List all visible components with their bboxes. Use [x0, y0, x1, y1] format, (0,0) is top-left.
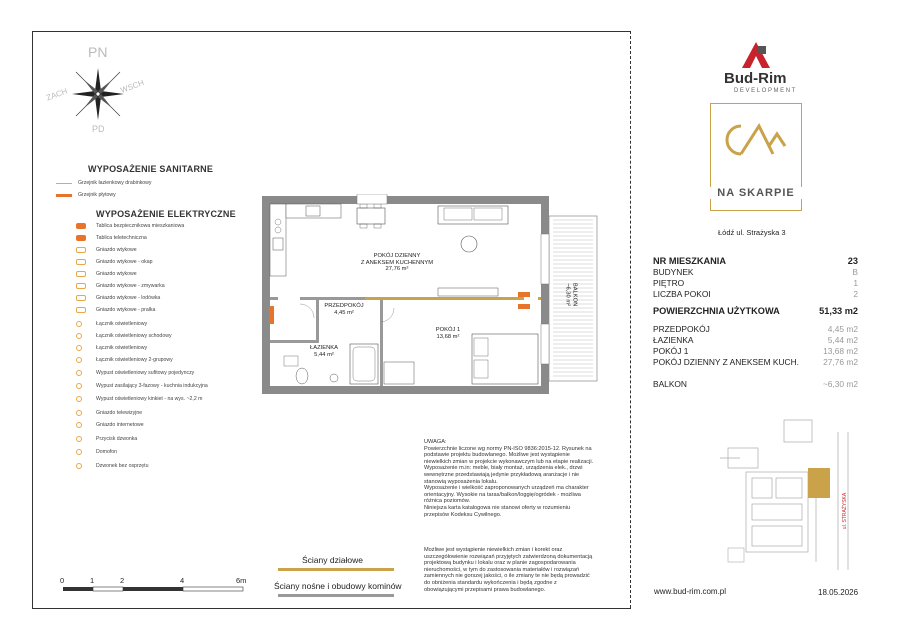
legend-row [56, 191, 116, 199]
project-name: NA SKARPIE [708, 187, 804, 199]
street-label: ul. STRAŻYSKA [842, 492, 848, 530]
electrical-symbol-icon [76, 396, 82, 402]
wall-legend-partition: Ściany działowe [302, 555, 363, 565]
room-area: 27,76 m² [385, 266, 409, 273]
electrical-symbol-icon [76, 283, 86, 289]
label: PIĘTRO [653, 278, 685, 288]
legend-label: Gniazdo internetowe [96, 422, 144, 428]
value: 2 [853, 289, 858, 299]
cut-line [630, 31, 631, 608]
electrical-symbol-icon [76, 307, 86, 313]
compass-west: ZACH [45, 86, 69, 103]
address: Łódź ul. Strażyska 3 [718, 228, 786, 237]
legend-row [76, 448, 117, 456]
legend-label: Dzwonek bez osprzętu [96, 463, 149, 469]
note-lines [424, 547, 634, 593]
value: 5,44 m2 [827, 335, 858, 345]
electrical-symbol-icon [76, 321, 82, 327]
room-name: ŁAZIENKA [309, 345, 339, 351]
electrical-symbol-icon [76, 295, 86, 301]
info-row [653, 278, 858, 288]
scale-label: 6m [236, 576, 247, 585]
bud-rim-logo [738, 40, 774, 70]
electrical-symbol-icon [76, 357, 82, 363]
note-line: obowiązującymi przepisami prawa budowlanego. [424, 586, 546, 593]
legend-label: Tablica teletechniczna [96, 235, 147, 241]
legend-row [76, 222, 184, 230]
info-row [653, 289, 858, 299]
value: ~6,30 m2 [822, 379, 858, 389]
legend-row [56, 179, 152, 187]
electrical-symbol-icon [76, 333, 82, 339]
legend-row [76, 294, 160, 302]
brand-name: Bud-Rim [724, 70, 787, 87]
label: POWIERZCHNIA UŻYTKOWA [653, 306, 780, 316]
note-line: projektową budynku i lokalu oraz w planie zagospodarowania [424, 560, 576, 567]
legend-row [76, 382, 208, 390]
value: B [852, 267, 858, 277]
note-line: uszczegółowienie rozwiązań przyjętych zatwierdzoną dokumentacją [424, 553, 593, 560]
floor-plan [262, 194, 602, 406]
legend-label: Gniazdo wtykowe - lodówka [96, 295, 161, 301]
apartment-number-row [653, 256, 858, 266]
label: POKÓJ DZIENNY Z ANEKSEM KUCH. [653, 357, 799, 367]
electrical-symbol-icon [76, 235, 86, 241]
note-title: UWAGA: [424, 439, 447, 445]
note-line: orientacyjny. Wysokie na taras/balkon/loggię/ogródek - możliwa [424, 491, 581, 498]
legend-row [76, 344, 147, 352]
legend-label: Łącznik oświetleniowy 2-grupowy [96, 357, 173, 363]
area-row [653, 335, 858, 345]
note-line: Powierzchnie liczone wg normy PN-ISO 9836:2015-12. Rysunek na [424, 445, 592, 452]
note-lines [424, 446, 634, 519]
note-line: stanowią wyposażenia lokalu. [424, 478, 498, 485]
electrical-symbol-icon [76, 247, 86, 253]
label: POKÓJ 1 [653, 346, 689, 356]
compass-east: WSCH [119, 78, 146, 95]
legend-label: Tablica bezpiecznikowa mieszkaniowa [96, 223, 185, 229]
legend-row [76, 369, 194, 377]
compass-south: PD [92, 124, 105, 134]
scale-label: 4 [180, 576, 185, 585]
note-line: do obniżenia standardu wykończenia i będą zgodne z [424, 579, 557, 586]
legend-label: Przycisk dzwonka [96, 436, 138, 442]
legend-label: Wypust oświetleniowy kinkiet - na wys. ~2,2 m [96, 396, 203, 402]
sanitary-title: WYPOSAŻENIE SANITARNE [88, 164, 214, 174]
legend-row [76, 356, 173, 364]
legend-label: Wypust zasilający 3-fazowy - kuchnia indukcyjna [96, 383, 208, 389]
note-line: przepisów Kodeksu Cywilnego. [424, 511, 502, 518]
note-line: wewnętrzne przedstawiają jedynie przykładową aranżacje i nie [424, 471, 580, 478]
info-row [653, 267, 858, 277]
room-area: 4,45 m² [334, 309, 354, 316]
value: 27,76 m2 [823, 357, 858, 367]
room-area: 13,68 m² [436, 333, 460, 340]
electrical-symbol-icon [76, 271, 86, 277]
ladder-radiator-icon [56, 183, 72, 184]
room-name: POKÓJ DZIENNY [373, 253, 421, 259]
living-room-label [342, 253, 452, 273]
hall-label [314, 303, 374, 316]
scale-label: 1 [90, 576, 95, 585]
legend-label: Gniazdo wtykowe [96, 247, 137, 253]
electrical-symbol-icon [76, 345, 82, 351]
site-plan [720, 412, 870, 570]
legend-row [76, 282, 165, 290]
value: 51,33 m2 [819, 306, 858, 316]
panel-radiator-icon [56, 194, 72, 197]
legend-row [76, 395, 202, 403]
room1-label [418, 327, 478, 340]
scale-label: 2 [120, 576, 125, 585]
legend-label: Domofon [96, 449, 118, 455]
balcony-label [564, 265, 577, 325]
electrical-symbol-icon [76, 449, 82, 455]
usable-area-row [653, 306, 858, 316]
note-line: Możliwe jest wystąpienie niewielkich zmian i korekt oraz [424, 547, 563, 553]
brand-sub: DEVELOPMENT [734, 88, 797, 94]
electrical-symbol-icon [76, 463, 82, 469]
legend-label: Grzejnik łazienkowy drabinkowy [78, 180, 152, 186]
legend-row [76, 246, 137, 254]
website-link[interactable]: www.bud-rim.com.pl [654, 587, 727, 596]
note-line: Wyposażenie i wielkość zaproponowanych urządzeń ma charakter [424, 485, 589, 492]
legend-row [76, 234, 147, 242]
legend-label: Gniazdo telewizyjne [96, 410, 143, 416]
scale-label: 0 [60, 576, 65, 585]
legend-row [76, 462, 148, 470]
compass-north: PN [88, 44, 108, 60]
note-line: zamiennych nie gorszej jakości, o ile zmiany te nie będą prowadzić [424, 573, 590, 580]
compass-rose [45, 44, 146, 144]
legend-label: Grzejnik płytowy [78, 192, 116, 198]
room-name-2: Z ANEKSEM KUCHENNYM [360, 259, 434, 266]
electrical-symbol-icon [76, 370, 82, 376]
electrical-symbol-icon [76, 259, 86, 265]
legend-row [76, 421, 144, 429]
legend-label: Gniazdo wtykowe - okap [96, 259, 153, 265]
legend-row [76, 435, 137, 443]
legend-label: Łącznik oświetleniowy schodowy [96, 333, 172, 339]
legend-row [76, 409, 142, 417]
partition-line [278, 568, 394, 571]
bathroom-label [294, 345, 354, 358]
note-block-2 [424, 547, 634, 593]
label: ŁAZIENKA [653, 335, 694, 345]
label: BUDYNEK [653, 267, 694, 277]
area-row [653, 357, 858, 367]
legend-label: Łącznik oświetleniowy [96, 321, 148, 327]
electrical-symbol-icon [76, 223, 86, 229]
note-block [424, 439, 634, 518]
electrical-title: WYPOSAŻENIE ELEKTRYCZNE [96, 209, 236, 219]
value: 1 [853, 278, 858, 288]
bearing-line [278, 594, 394, 597]
label: BALKON [653, 379, 687, 389]
date: 18.05.2026 [818, 588, 859, 597]
value: 23 [847, 256, 858, 266]
electrical-symbol-icon [76, 383, 82, 389]
balcony-row [653, 379, 858, 389]
legend-row [76, 258, 153, 266]
area-row [653, 324, 858, 334]
value: 4,45 m2 [827, 324, 858, 334]
legend-label: Gniazdo wtykowe - zmywarka [96, 283, 165, 289]
legend-label: Gniazdo wtykowe [96, 271, 137, 277]
electrical-symbol-icon [76, 410, 82, 416]
room-area: 5,44 m² [314, 351, 334, 358]
legend-row [76, 270, 137, 278]
note-line: różnica poziomów. [424, 498, 471, 505]
label: LICZBA POKOI [653, 289, 711, 299]
room-name: POKÓJ 1 [435, 327, 461, 333]
electrical-symbol-icon [76, 436, 82, 442]
value: 13,68 m2 [823, 346, 858, 356]
note-line: nieruchomości, w tym do zastosowania materiałów i rozwiązań [424, 566, 580, 573]
area-row [653, 346, 858, 356]
label: NR MIESZKANIA [653, 256, 726, 266]
legend-row [76, 320, 147, 328]
room-name: BALKON [571, 282, 578, 307]
scale-bar [60, 576, 260, 602]
room-area: ~6,30 m² [565, 283, 571, 307]
room-name: PRZEDPOKÓJ [324, 303, 364, 309]
note-line: Niniejsza karta katalogowa nie stanowi oferty w rozumieniu [424, 504, 571, 511]
legend-label: Wypust oświetleniowy sufitowy pojedynczy [96, 370, 195, 376]
legend-row [76, 306, 155, 314]
legend-row [76, 332, 172, 340]
label: PRZEDPOKÓJ [653, 324, 710, 334]
note-line: Wyposażenie m.in: meble, biały montaż, urządzenia elek., drzwi [424, 465, 583, 472]
legend-label: Gniazdo wtykowe - pralka [96, 307, 156, 313]
legend-label: Łącznik oświetleniowy [96, 345, 148, 351]
electrical-symbol-icon [76, 422, 82, 428]
wall-legend-bearing: Ściany nośne i obudowy kominów [274, 581, 402, 591]
note-line: niewielkich zmian w projekcie wykonawczym lub na etapie realizacji. [424, 458, 594, 465]
note-line: podstawie projektu budowlanego. Możliwe jest wystąpienie [424, 452, 570, 459]
